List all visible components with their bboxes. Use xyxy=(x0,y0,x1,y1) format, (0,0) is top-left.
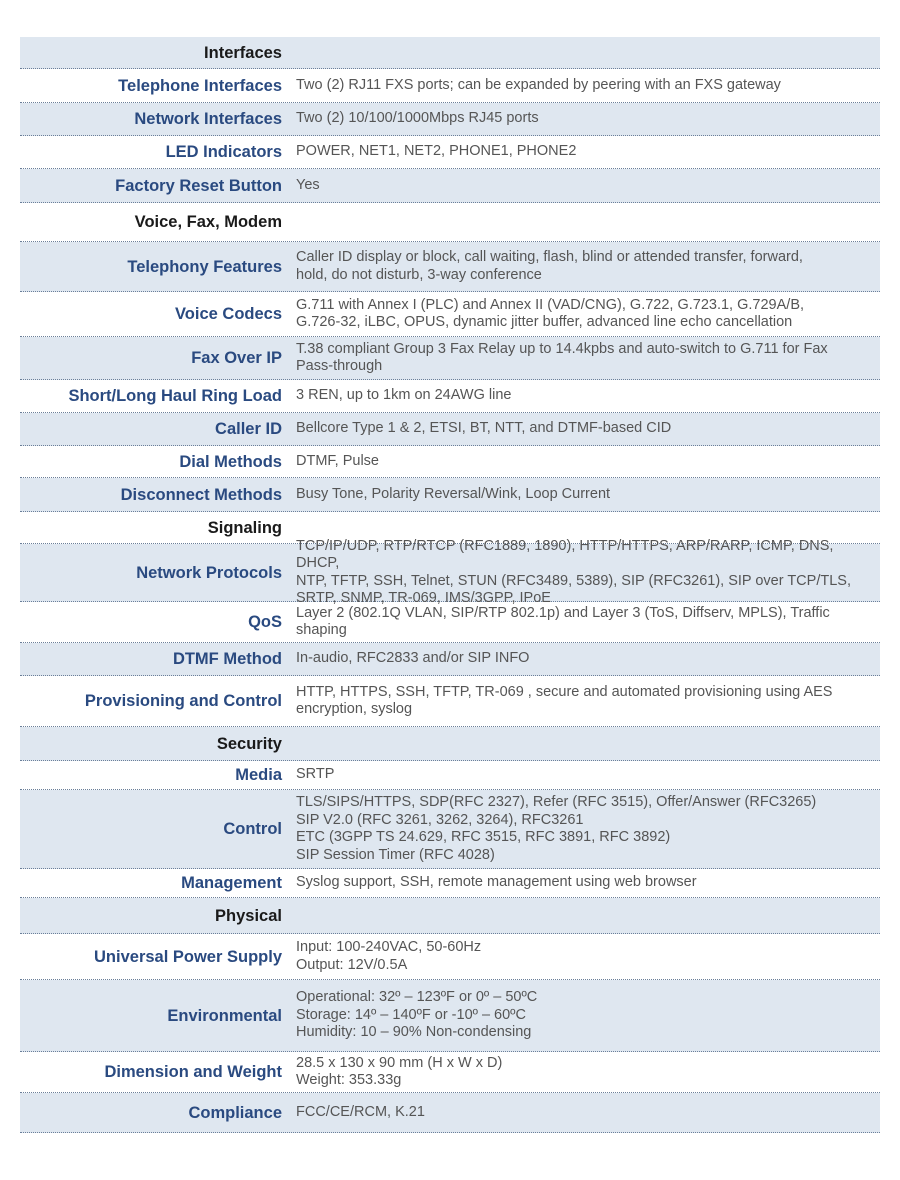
spec-table xyxy=(20,37,880,1133)
spec-value xyxy=(288,341,880,376)
spec-value xyxy=(288,249,880,284)
spec-value-line: Bellcore Type 1 & 2, ETSI, BT, NTT, and DTMF-based CID xyxy=(296,420,672,437)
spec-row xyxy=(20,380,880,413)
spec-value xyxy=(288,420,880,438)
spec-value-line: Storage: 14º – 140ºF or -10º – 60ºC xyxy=(296,1006,526,1023)
spec-label: QoS xyxy=(248,613,282,631)
spec-value xyxy=(288,1104,880,1122)
spec-row xyxy=(20,69,880,103)
spec-row xyxy=(20,242,880,292)
spec-value-line: SIP V2.0 (RFC 3261, 3262, 3264), RFC3261 xyxy=(296,811,584,828)
spec-value-line: DTMF, Pulse xyxy=(296,452,379,469)
spec-value-line: T.38 compliant Group 3 Fax Relay up to 14.4kpbs and auto-switch to G.711 for Fax xyxy=(296,340,828,357)
spec-row xyxy=(20,1052,880,1093)
section-header-row xyxy=(20,37,880,69)
spec-value xyxy=(288,538,880,608)
spec-row xyxy=(20,980,880,1052)
spec-row xyxy=(20,337,880,380)
spec-label: Compliance xyxy=(188,1103,282,1122)
spec-value xyxy=(288,766,880,784)
spec-value-line: Input: 100-240VAC, 50-60Hz xyxy=(296,939,482,955)
spec-label: Media xyxy=(235,766,282,784)
spec-value-line: G.711 with Annex I (PLC) and Annex II (VAD/CNG), G.722, G.723.1, G.729A/B, xyxy=(296,296,805,313)
spec-label: Voice Codecs xyxy=(175,305,282,323)
spec-value-line: hold, do not disturb, 3-way conference xyxy=(296,266,542,283)
spec-label: Disconnect Methods xyxy=(120,485,282,504)
spec-value-line: SRTP, SNMP, TR-069, IMS/3GPP, IPoE xyxy=(296,590,551,606)
spec-value-line: encryption, syslog xyxy=(296,701,413,717)
spec-value xyxy=(288,1055,880,1090)
spec-label: Short/Long Haul Ring Load xyxy=(68,387,282,405)
spec-row xyxy=(20,602,880,643)
spec-value xyxy=(288,177,880,195)
spec-value xyxy=(288,794,880,864)
spec-value xyxy=(288,605,880,640)
spec-value-line: In-audio, RFC2833 and/or SIP INFO xyxy=(296,650,530,667)
spec-row xyxy=(20,169,880,203)
spec-label: LED Indicators xyxy=(165,143,282,161)
section-title: Security xyxy=(216,734,282,753)
spec-value xyxy=(288,874,880,892)
spec-label: Telephone Interfaces xyxy=(118,76,282,95)
spec-value-line: Humidity: 10 – 90% Non-condensing xyxy=(296,1024,532,1041)
spec-label: Universal Power Supply xyxy=(94,947,282,966)
spec-label: Telephony Features xyxy=(127,257,282,276)
spec-value-line: POWER, NET1, NET2, PHONE1, PHONE2 xyxy=(296,143,577,160)
spec-value-line: shaping xyxy=(296,622,347,638)
spec-value-line: Yes xyxy=(296,176,320,193)
spec-row xyxy=(20,1093,880,1133)
section-title: Signaling xyxy=(207,518,282,537)
spec-value-line: Caller ID display or block, call waiting, flash, blind or attended transfer, forward, xyxy=(296,249,803,265)
spec-row xyxy=(20,292,880,337)
spec-value xyxy=(288,77,880,95)
section-header-row xyxy=(20,203,880,242)
spec-label: Factory Reset Button xyxy=(115,176,282,195)
spec-value-line: Busy Tone, Polarity Reversal/Wink, Loop Current xyxy=(296,485,611,502)
spec-value-line: G.726-32, iLBC, OPUS, dynamic jitter buffer, advanced line echo cancellation xyxy=(296,314,793,330)
spec-value xyxy=(288,939,880,974)
spec-value xyxy=(288,143,880,161)
spec-value-line: Two (2) 10/100/1000Mbps RJ45 ports xyxy=(296,110,539,127)
spec-label: DTMF Method xyxy=(172,650,282,668)
spec-value xyxy=(288,297,880,332)
spec-label: Fax Over IP xyxy=(191,349,282,367)
spec-label: Control xyxy=(223,820,282,838)
spec-value xyxy=(288,989,880,1042)
spec-row xyxy=(20,643,880,676)
spec-row xyxy=(20,136,880,169)
spec-label: Dial Methods xyxy=(179,452,282,471)
spec-value-line: Output: 12V/0.5A xyxy=(296,956,408,973)
spec-value xyxy=(288,486,880,504)
spec-value xyxy=(288,650,880,668)
spec-row xyxy=(20,676,880,727)
spec-label: Management xyxy=(181,874,282,892)
section-header-row xyxy=(20,898,880,934)
spec-value-line: TCP/IP/UDP, RTP/RTCP (RFC1889, 1890), HTTP/HTTPS, ARP/RARP, ICMP, DNS, DHCP, xyxy=(296,537,834,571)
spec-value-line: Layer 2 (802.1Q VLAN, SIP/RTP 802.1p) and Layer 3 (ToS, Diffserv, MPLS), Traffic xyxy=(296,604,830,621)
spec-value-line: Two (2) RJ11 FXS ports; can be expanded by peering with an FXS gateway xyxy=(296,76,781,93)
section-title: Interfaces xyxy=(204,43,282,62)
spec-value xyxy=(288,110,880,128)
spec-value-line: Weight: 353.33g xyxy=(296,1072,402,1088)
spec-value-line: TLS/SIPS/HTTPS, SDP(RFC 2327), Refer (RFC 3515), Offer/Answer (RFC3265) xyxy=(296,794,817,810)
spec-label: Network Protocols xyxy=(136,563,282,582)
section-title: Physical xyxy=(215,906,282,925)
spec-label: Provisioning and Control xyxy=(84,692,282,710)
spec-value-line: Operational: 32º – 123ºF or 0º – 50ºC xyxy=(296,989,538,1006)
spec-label: Network Interfaces xyxy=(134,110,282,128)
spec-value-line: Pass-through xyxy=(296,358,383,374)
spec-row xyxy=(20,478,880,512)
spec-value-line: ETC (3GPP TS 24.629, RFC 3515, RFC 3891, RFC 3892) xyxy=(296,829,671,845)
spec-label: Caller ID xyxy=(215,420,282,438)
spec-value-line: FCC/CE/RCM, K.21 xyxy=(296,1103,425,1120)
spec-value-line: 28.5 x 130 x 90 mm (H x W x D) xyxy=(296,1054,503,1071)
spec-row xyxy=(20,761,880,790)
spec-value-line: Syslog support, SSH, remote management using web browser xyxy=(296,874,697,891)
spec-label: Environmental xyxy=(167,1006,282,1025)
spec-row xyxy=(20,790,880,869)
section-title: Voice, Fax, Modem xyxy=(134,213,282,231)
spec-value xyxy=(288,387,880,405)
spec-value-line: 3 REN, up to 1km on 24AWG line xyxy=(296,387,512,404)
spec-value xyxy=(288,453,880,471)
spec-value-line: HTTP, HTTPS, SSH, TFTP, TR-069 , secure and automated provisioning using AES xyxy=(296,683,833,700)
spec-row xyxy=(20,446,880,478)
spec-row xyxy=(20,537,880,606)
spec-value-line: SRTP xyxy=(296,766,335,783)
spec-value-line: SIP Session Timer (RFC 4028) xyxy=(296,846,495,863)
spec-row xyxy=(20,869,880,898)
spec-row xyxy=(20,934,880,980)
spec-row xyxy=(20,413,880,446)
spec-label: Dimension and Weight xyxy=(104,1063,282,1081)
spec-value-line: NTP, TFTP, SSH, Telnet, STUN (RFC3489, 5389), SIP (RFC3261), SIP over TCP/TLS, xyxy=(296,572,851,589)
spec-row xyxy=(20,103,880,136)
section-header-row xyxy=(20,727,880,761)
spec-value xyxy=(288,684,880,719)
